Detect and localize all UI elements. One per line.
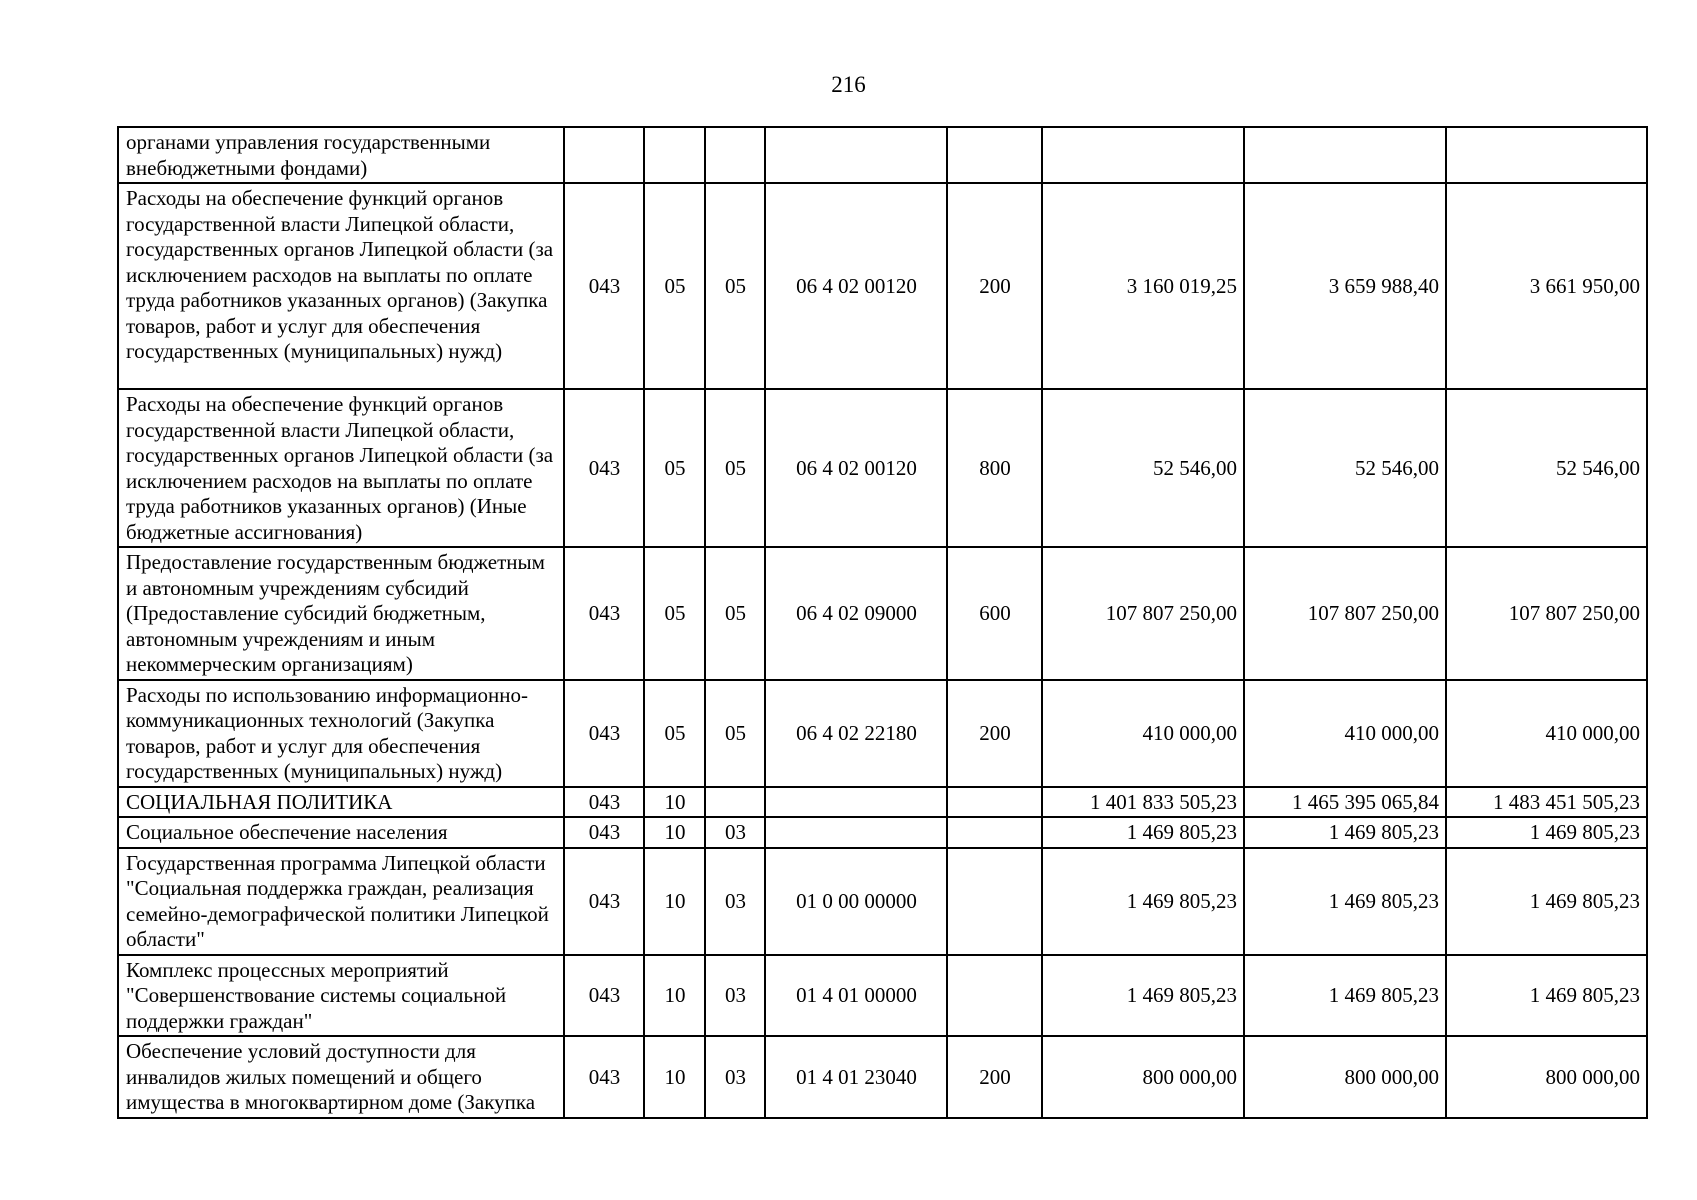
subsection-code: 03 xyxy=(705,817,765,848)
subsection-code: 03 xyxy=(705,848,765,955)
row-description: СОЦИАЛЬНАЯ ПОЛИТИКА xyxy=(118,787,564,818)
target-article-code: 01 0 00 00000 xyxy=(765,848,947,955)
table-row xyxy=(118,183,1647,389)
row-description: Расходы по использованию информационно-коммуникационных технологий (Закупка товаров, работ и услуг для обеспечения государственных (муниципальных) нужд) xyxy=(118,680,564,787)
section-code: 05 xyxy=(644,183,705,389)
amount-year-1: 1 401 833 505,23 xyxy=(1042,787,1244,818)
row-description: Расходы на обеспечение функций органов государственной власти Липецкой области, государственных органов Липецкой области (за исключением расходов на выплаты по оплате труда работников указанных органов) (Иные бюджетные ассигнования) xyxy=(118,389,564,547)
amount-year-3: 1 469 805,23 xyxy=(1446,848,1647,955)
amount-year-3 xyxy=(1446,127,1647,183)
amount-year-2: 1 469 805,23 xyxy=(1244,817,1446,848)
amount-year-1: 1 469 805,23 xyxy=(1042,848,1244,955)
amount-year-3: 800 000,00 xyxy=(1446,1036,1647,1118)
row-description: Расходы на обеспечение функций органов государственной власти Липецкой области, государственных органов Липецкой области (за исключением расходов на выплаты по оплате труда работников указанных органов) (Закупка товаров, работ и услуг для обеспечения государственных (муниципальных) нужд) xyxy=(118,183,564,389)
amount-year-3: 1 469 805,23 xyxy=(1446,955,1647,1037)
amount-year-2: 52 546,00 xyxy=(1244,389,1446,547)
amount-year-3: 1 469 805,23 xyxy=(1446,817,1647,848)
subsection-code: 05 xyxy=(705,389,765,547)
expense-type-code: 600 xyxy=(947,547,1042,680)
row-description: Государственная программа Липецкой области "Социальная поддержка граждан, реализация семейно-демографической политики Липецкой области" xyxy=(118,848,564,955)
amount-year-1: 800 000,00 xyxy=(1042,1036,1244,1118)
row-description: Обеспечение условий доступности для инвалидов жилых помещений и общего имущества в многоквартирном доме (Закупка xyxy=(118,1036,564,1118)
ministry-code xyxy=(564,127,644,183)
table-row xyxy=(118,848,1647,955)
target-article-code: 06 4 02 09000 xyxy=(765,547,947,680)
amount-year-2: 1 465 395 065,84 xyxy=(1244,787,1446,818)
expense-type-code xyxy=(947,817,1042,848)
amount-year-1: 52 546,00 xyxy=(1042,389,1244,547)
table-row xyxy=(118,817,1647,848)
row-description: Комплекс процессных мероприятий "Совершенствование системы социальной поддержки граждан" xyxy=(118,955,564,1037)
expense-type-code xyxy=(947,955,1042,1037)
ministry-code: 043 xyxy=(564,848,644,955)
section-code: 05 xyxy=(644,680,705,787)
ministry-code: 043 xyxy=(564,389,644,547)
ministry-code: 043 xyxy=(564,183,644,389)
amount-year-1: 1 469 805,23 xyxy=(1042,817,1244,848)
table-row xyxy=(118,1036,1647,1118)
table-row xyxy=(118,389,1647,547)
amount-year-3: 3 661 950,00 xyxy=(1446,183,1647,389)
target-article-code: 01 4 01 00000 xyxy=(765,955,947,1037)
amount-year-1: 107 807 250,00 xyxy=(1042,547,1244,680)
amount-year-2: 3 659 988,40 xyxy=(1244,183,1446,389)
amount-year-1 xyxy=(1042,127,1244,183)
section-code: 10 xyxy=(644,955,705,1037)
table-row xyxy=(118,787,1647,818)
target-article-code xyxy=(765,787,947,818)
ministry-code: 043 xyxy=(564,547,644,680)
section-code xyxy=(644,127,705,183)
target-article-code: 06 4 02 00120 xyxy=(765,183,947,389)
section-code: 10 xyxy=(644,1036,705,1118)
ministry-code: 043 xyxy=(564,817,644,848)
section-code: 10 xyxy=(644,817,705,848)
subsection-code: 05 xyxy=(705,680,765,787)
expense-type-code: 200 xyxy=(947,1036,1042,1118)
section-code: 10 xyxy=(644,848,705,955)
ministry-code: 043 xyxy=(564,1036,644,1118)
subsection-code xyxy=(705,127,765,183)
expense-type-code: 200 xyxy=(947,680,1042,787)
target-article-code: 01 4 01 23040 xyxy=(765,1036,947,1118)
ministry-code: 043 xyxy=(564,680,644,787)
expense-type-code: 800 xyxy=(947,389,1042,547)
amount-year-1: 3 160 019,25 xyxy=(1042,183,1244,389)
row-description: Предоставление государственным бюджетным и автономным учреждениям субсидий (Предоставление субсидий бюджетным, автономным учреждениям и иным некоммерческим организациям) xyxy=(118,547,564,680)
row-description: Социальное обеспечение населения xyxy=(118,817,564,848)
expense-type-code: 200 xyxy=(947,183,1042,389)
amount-year-2: 410 000,00 xyxy=(1244,680,1446,787)
page-number: 216 xyxy=(831,72,866,97)
amount-year-3: 410 000,00 xyxy=(1446,680,1647,787)
ministry-code: 043 xyxy=(564,955,644,1037)
target-article-code: 06 4 02 22180 xyxy=(765,680,947,787)
table-row xyxy=(118,547,1647,680)
table-row xyxy=(118,955,1647,1037)
subsection-code: 05 xyxy=(705,547,765,680)
expense-type-code xyxy=(947,127,1042,183)
subsection-code: 03 xyxy=(705,1036,765,1118)
amount-year-3: 1 483 451 505,23 xyxy=(1446,787,1647,818)
amount-year-2: 1 469 805,23 xyxy=(1244,848,1446,955)
section-code: 05 xyxy=(644,547,705,680)
amount-year-3: 52 546,00 xyxy=(1446,389,1647,547)
target-article-code: 06 4 02 00120 xyxy=(765,389,947,547)
expense-type-code xyxy=(947,787,1042,818)
table-row xyxy=(118,680,1647,787)
amount-year-3: 107 807 250,00 xyxy=(1446,547,1647,680)
amount-year-1: 410 000,00 xyxy=(1042,680,1244,787)
section-code: 10 xyxy=(644,787,705,818)
row-description: органами управления государственными внебюджетными фондами) xyxy=(118,127,564,183)
amount-year-2 xyxy=(1244,127,1446,183)
table-row xyxy=(118,127,1647,183)
ministry-code: 043 xyxy=(564,787,644,818)
target-article-code xyxy=(765,817,947,848)
budget-table xyxy=(117,126,1648,1119)
amount-year-2: 800 000,00 xyxy=(1244,1036,1446,1118)
subsection-code: 05 xyxy=(705,183,765,389)
section-code: 05 xyxy=(644,389,705,547)
expense-type-code xyxy=(947,848,1042,955)
target-article-code xyxy=(765,127,947,183)
amount-year-1: 1 469 805,23 xyxy=(1042,955,1244,1037)
amount-year-2: 1 469 805,23 xyxy=(1244,955,1446,1037)
subsection-code: 03 xyxy=(705,955,765,1037)
subsection-code xyxy=(705,787,765,818)
amount-year-2: 107 807 250,00 xyxy=(1244,547,1446,680)
